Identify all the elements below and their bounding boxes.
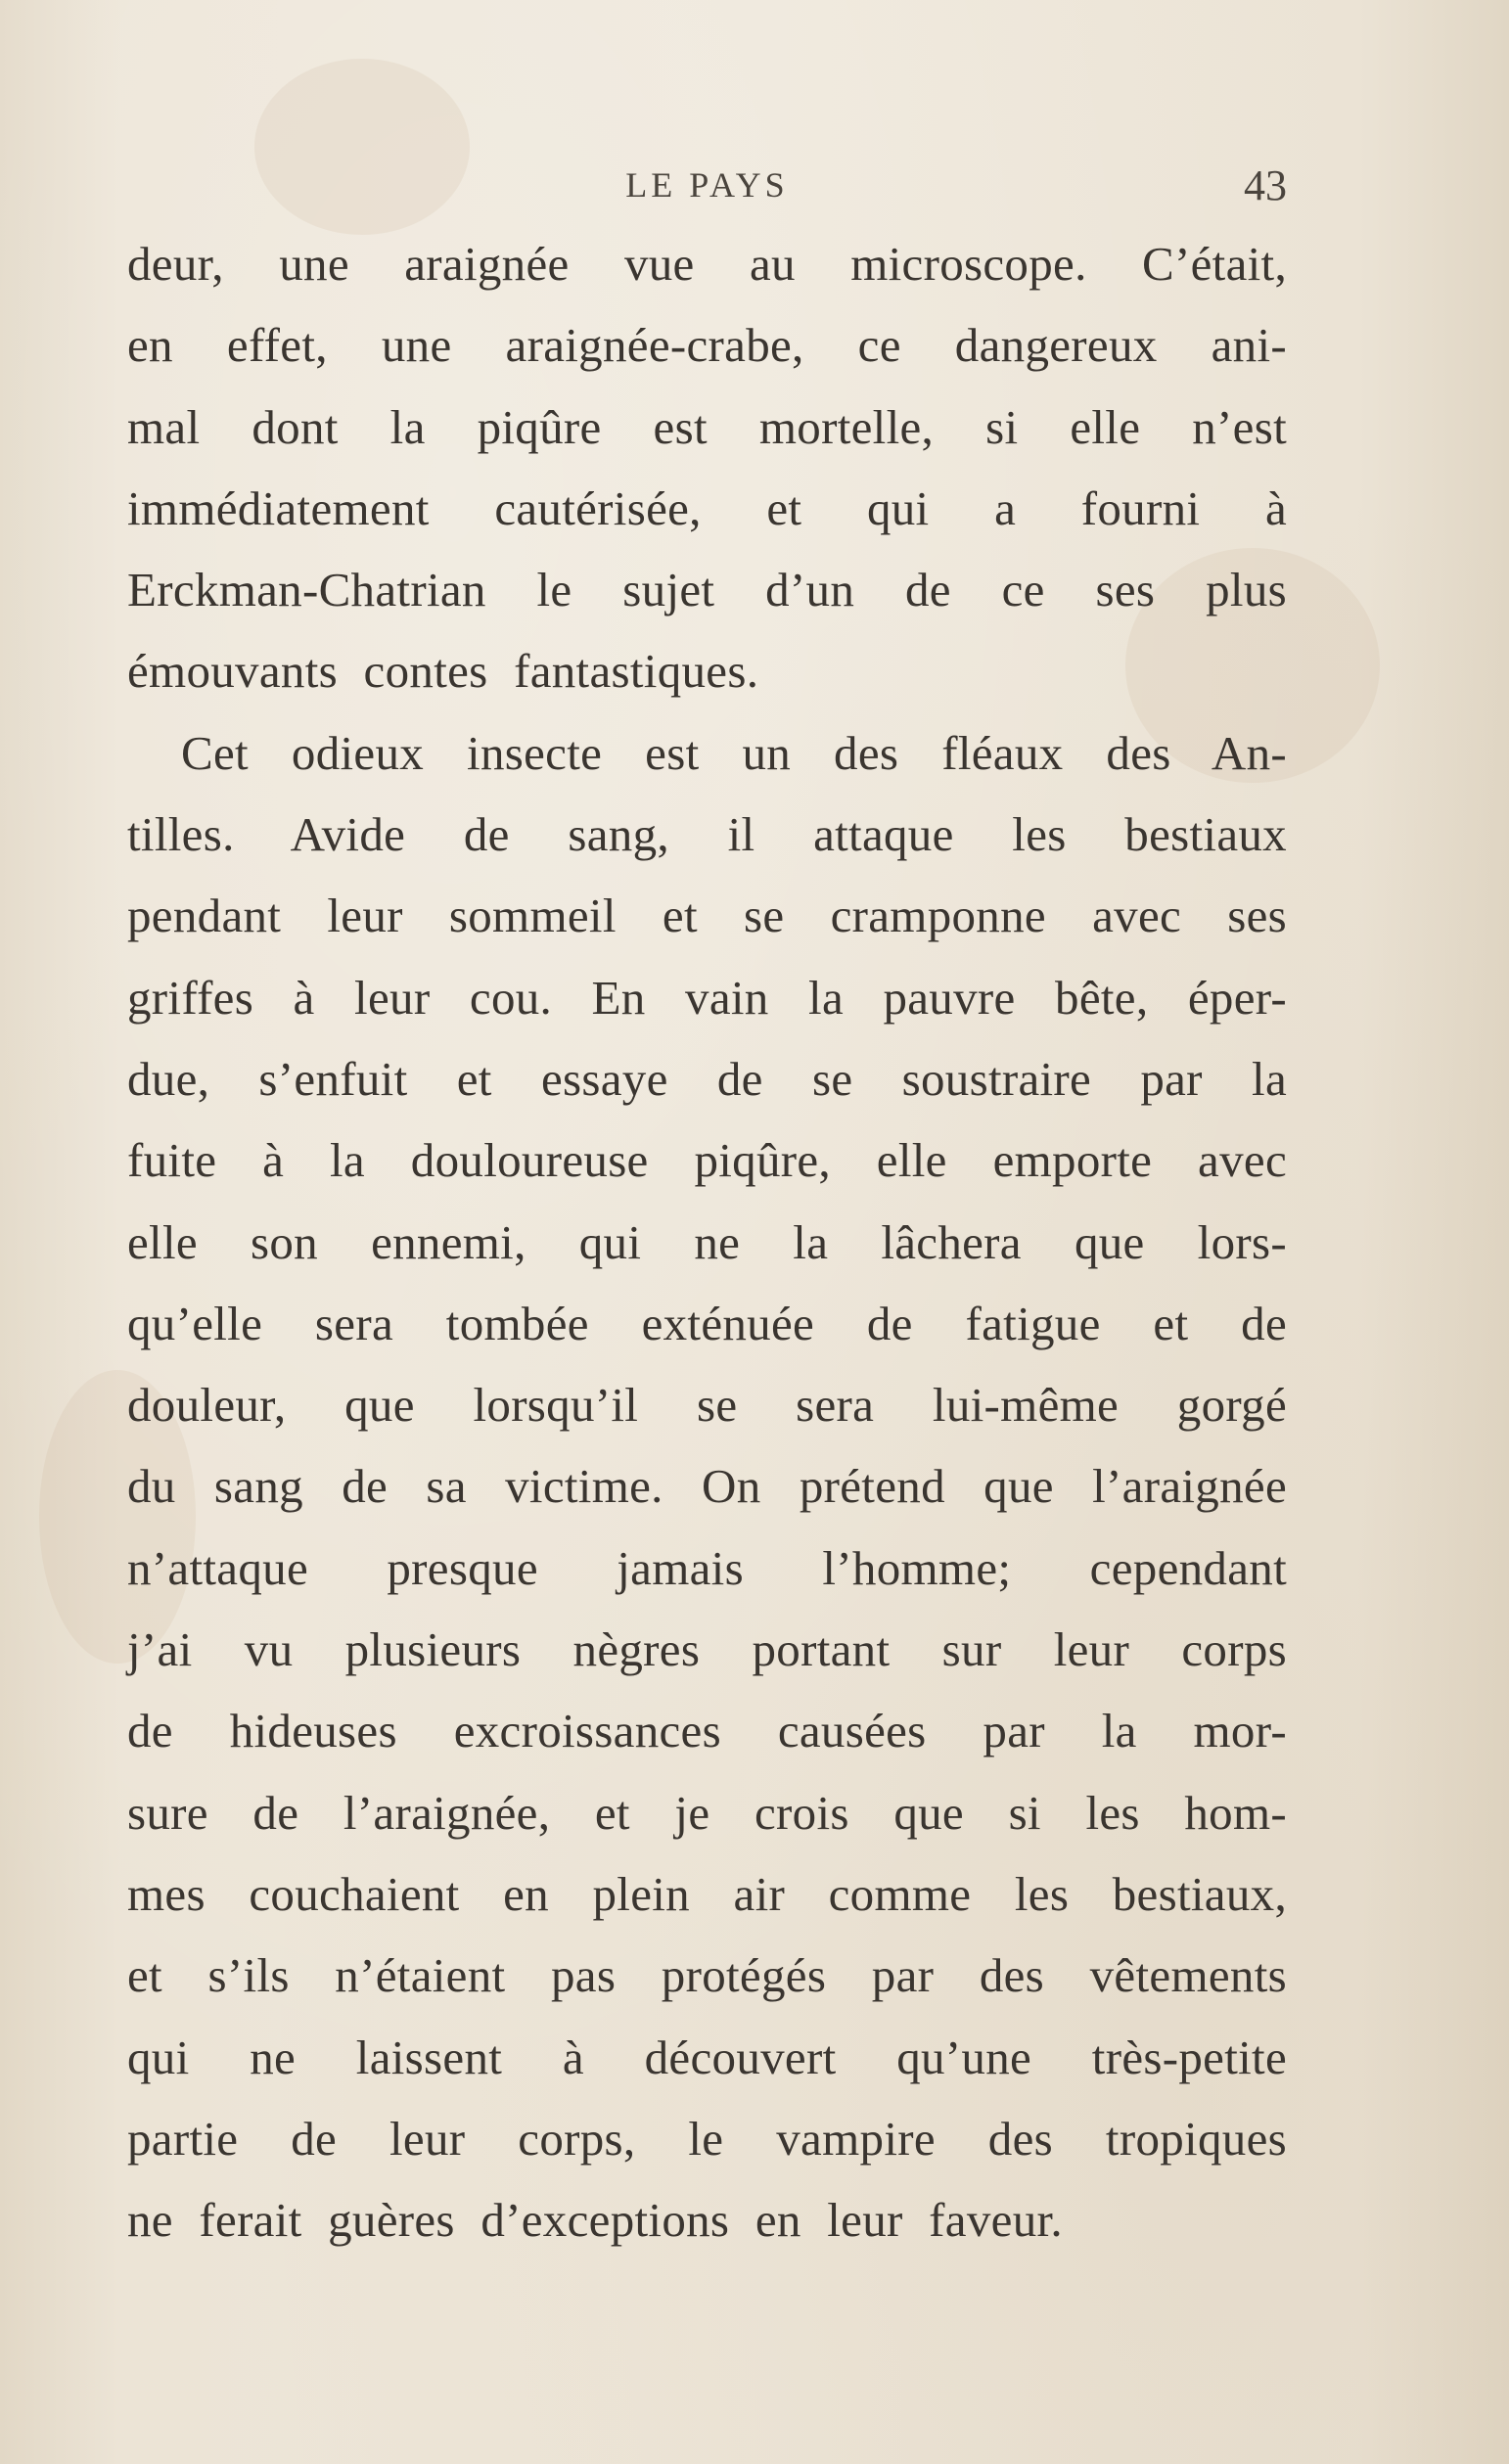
text-line: fuite à la douloureuse piqûre, elle emporte avec	[127, 1133, 1287, 1188]
text-line: immédiatement cautérisée, et qui a fourni à	[127, 480, 1287, 535]
text-line: griffes à leur cou. En vain la pauvre bête, éper-	[127, 970, 1287, 1025]
text-line: due, s’enfuit et essaye de se soustraire par la	[127, 1051, 1287, 1106]
text-line: partie de leur corps, le vampire des tropiques	[127, 2111, 1287, 2166]
text-line: mal dont la piqûre est mortelle, si elle n’est	[127, 399, 1287, 454]
text-line: mes couchaient en plein air comme les bestiaux,	[127, 1866, 1287, 1921]
text-line: Erckman-Chatrian le sujet d’un de ce ses plus	[127, 563, 1287, 617]
text-line: en effet, une araignée-crabe, ce dangereux ani-	[127, 318, 1287, 373]
text-line: et s’ils n’étaient pas protégés par des vêtements	[127, 1948, 1287, 2003]
text-line: qu’elle sera tombée exténuée de fatigue et de	[127, 1296, 1287, 1350]
text-line: du sang de sa victime. On prétend que l’araignée	[127, 1459, 1287, 1514]
text-line: sure de l’araignée, et je crois que si les hom-	[127, 1785, 1287, 1840]
text-line: elle son ennemi, qui ne la lâchera que lors-	[127, 1214, 1287, 1269]
running-head: LE PAYS	[625, 165, 789, 205]
text-line: douleur, que lorsqu’il se sera lui-même gorgé	[127, 1378, 1287, 1433]
text-line: ne ferait guères d’exceptions en leur faveur.	[127, 2193, 1063, 2248]
text-line: de hideuses excroissances causées par la mor-	[127, 1704, 1287, 1758]
text-line: n’attaque presque jamais l’homme; cependant	[127, 1540, 1287, 1595]
text-line: émouvants contes fantastiques.	[127, 644, 759, 699]
page-number: 43	[1244, 161, 1287, 209]
text-line: deur, une araignée vue au microscope. C’était,	[127, 237, 1287, 291]
text-line: pendant leur sommeil et se cramponne avec ses	[127, 889, 1287, 943]
text-line: tilles. Avide de sang, il attaque les bestiaux	[127, 807, 1287, 862]
text-line: qui ne laissent à découvert qu’une très-petite	[127, 2030, 1287, 2084]
body-text	[127, 223, 1287, 2260]
page-header	[127, 161, 1287, 213]
text-line: j’ai vu plusieurs nègres portant sur leur corps	[127, 1622, 1287, 1677]
text-line: Cet odieux insecte est un des fléaux des An-	[181, 725, 1287, 780]
